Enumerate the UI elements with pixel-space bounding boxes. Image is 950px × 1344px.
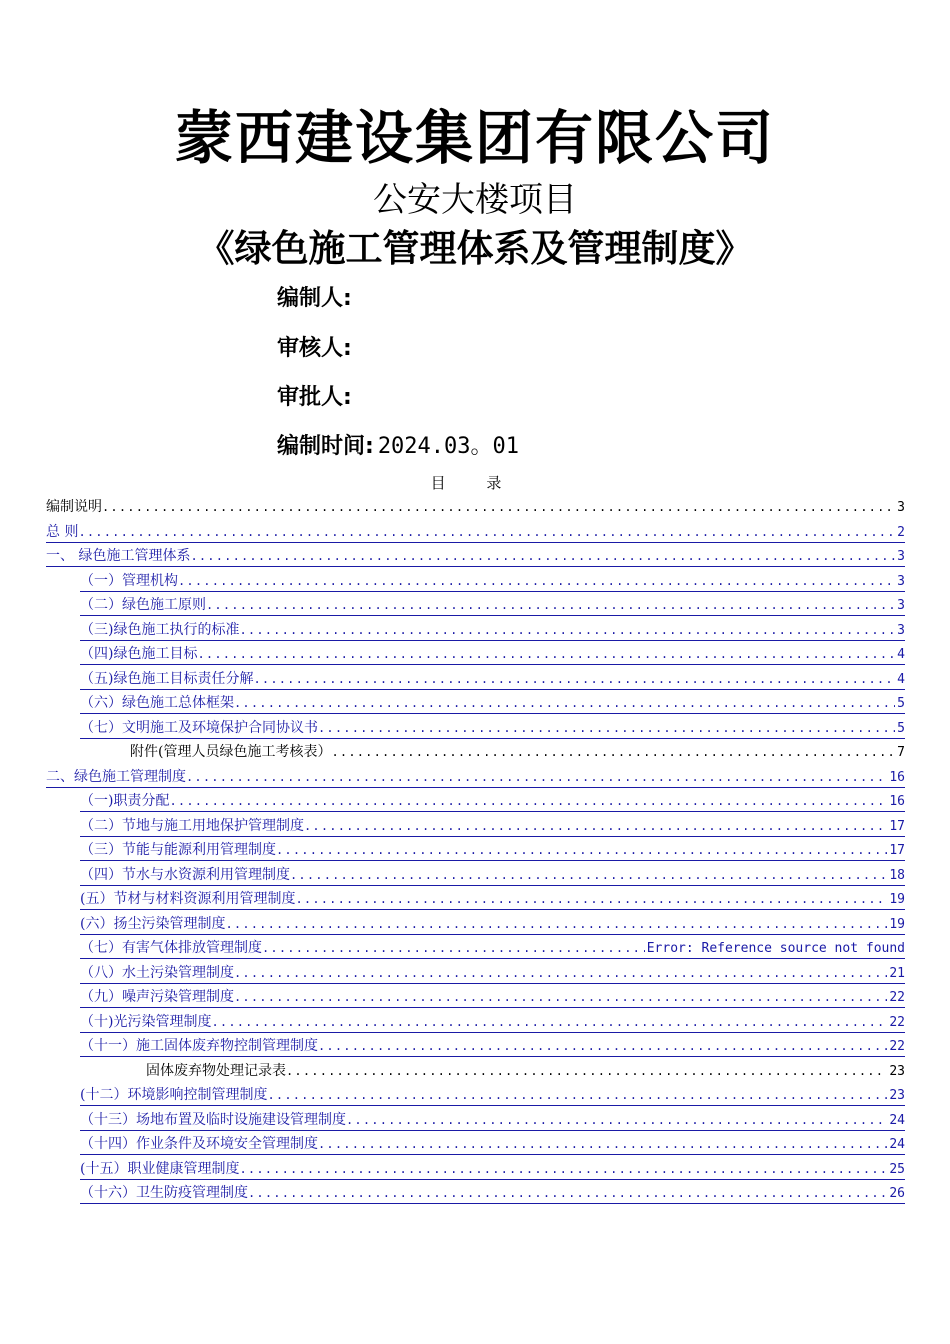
toc-entry-label: （三）节能与能源利用管理制度 <box>80 842 276 858</box>
project-title: 公安大楼项目 <box>373 180 577 220</box>
toc-entry-label: 一、 绿色施工管理体系 <box>46 548 191 564</box>
toc-entry-label: 编制说明 <box>46 499 102 515</box>
toc-entry[interactable] <box>80 693 905 714</box>
toc-entry-label: （十四）作业条件及环境安全管理制度 <box>80 1136 318 1152</box>
toc-entry-label: （八）水土污染管理制度 <box>80 965 234 981</box>
toc-entry-page: 24 <box>889 1113 905 1128</box>
toc-entry-label: （三)绿色施工执行的标准 <box>80 622 240 638</box>
toc-entry[interactable] <box>80 987 905 1008</box>
toc-entry[interactable] <box>80 1110 905 1131</box>
toc-entry-label: （一)职责分配 <box>80 793 170 809</box>
toc-entry[interactable] <box>46 546 905 567</box>
toc-entry-page: 3 <box>897 598 905 613</box>
toc-entry-label: （四）节水与水资源利用管理制度 <box>80 867 290 883</box>
toc-entry-page: 18 <box>889 868 905 883</box>
toc-entry-label: （六）绿色施工总体框架 <box>80 695 234 711</box>
toc-entry-page: 3 <box>897 623 905 638</box>
toc-entry-page: 5 <box>897 721 905 736</box>
document-title: 《绿色施工管理体系及管理制度》 <box>197 227 753 270</box>
toc-entry[interactable] <box>80 1036 905 1057</box>
toc-entry-page: 3 <box>897 500 905 515</box>
compiler-label: 编制人: <box>277 286 352 311</box>
toc-entry-page: 3 <box>897 549 905 564</box>
toc-entry[interactable] <box>80 889 905 910</box>
date-value: 2024.03。01 <box>377 434 520 459</box>
toc-entry-label: （九）噪声污染管理制度 <box>80 989 234 1005</box>
toc-entry-page: 23 <box>889 1088 905 1103</box>
toc-entry-page: 16 <box>889 794 905 809</box>
toc-entry-page: 4 <box>897 672 905 687</box>
toc-entry-page: 5 <box>897 696 905 711</box>
toc-entry[interactable] <box>80 644 905 665</box>
toc-entry[interactable] <box>80 1085 905 1106</box>
toc-entry[interactable] <box>80 1159 905 1180</box>
toc-entry-label: （十三）场地布置及临时设施建设管理制度 <box>80 1112 346 1128</box>
toc-entry-label: （二）绿色施工原则 <box>80 597 206 613</box>
toc-entry-label: 附件(管理人员绿色施工考核表） <box>130 744 332 760</box>
approver-line <box>277 384 352 412</box>
toc-entry[interactable] <box>80 718 905 739</box>
toc-entry[interactable] <box>80 938 905 959</box>
toc-entry-label: （七）有害气体排放管理制度 <box>80 940 262 956</box>
toc-entry-page: 17 <box>889 819 905 834</box>
toc-entry-page: 22 <box>889 1015 905 1030</box>
toc-entry-label: （十)光污染管理制度 <box>80 1014 212 1030</box>
toc-entry-label: （五)绿色施工目标责任分解 <box>80 671 254 687</box>
toc-entry-page: 7 <box>897 745 905 760</box>
toc-entry[interactable] <box>130 742 905 762</box>
toc-entry-label: 总 则 <box>46 524 79 540</box>
toc-entry[interactable] <box>46 522 905 543</box>
toc-entry-page: 16 <box>889 770 905 785</box>
compiler-line <box>277 285 352 313</box>
toc-entry-label: （十一）施工固体废弃物控制管理制度 <box>80 1038 318 1054</box>
toc-entry[interactable] <box>80 1183 905 1204</box>
toc-entry-page: 19 <box>889 892 905 907</box>
toc-entry-label: （七）文明施工及环境保护合同协议书 <box>80 720 318 736</box>
reviewer-line <box>277 335 352 363</box>
toc-entry-page: 22 <box>889 990 905 1005</box>
toc-entry-page: 19 <box>889 917 905 932</box>
reviewer-label: 审核人: <box>277 336 352 361</box>
toc-heading: 目 录 <box>430 474 520 492</box>
toc-entry-page: 26 <box>889 1186 905 1201</box>
toc-entry[interactable] <box>46 767 905 788</box>
toc-entry[interactable] <box>80 1012 905 1033</box>
toc-entry[interactable] <box>80 963 905 984</box>
toc-entry-page: Error: Reference source not found <box>646 941 905 956</box>
toc-entry-label: (十五）职业健康管理制度 <box>80 1161 240 1177</box>
toc-entry-label: （二）节地与施工用地保护管理制度 <box>80 818 304 834</box>
toc-entry[interactable] <box>146 1061 905 1081</box>
toc-entry-label: 固体废弃物处理记录表 <box>146 1063 286 1079</box>
toc-entry-page: 24 <box>889 1137 905 1152</box>
toc-entry-page: 21 <box>889 966 905 981</box>
date-label: 编制时间: <box>277 434 374 459</box>
toc-entry[interactable] <box>80 791 905 812</box>
toc-entry[interactable] <box>80 840 905 861</box>
toc-entry[interactable] <box>80 571 905 592</box>
toc-entry[interactable] <box>80 669 905 690</box>
toc-entry-page: 2 <box>897 525 905 540</box>
toc-entry-label: (六）扬尘污染管理制度 <box>80 916 226 932</box>
toc-entry[interactable] <box>80 816 905 837</box>
toc-entry-label: （十六）卫生防疫管理制度 <box>80 1185 248 1201</box>
toc-entry-page: 22 <box>889 1039 905 1054</box>
toc-entry-label: 二、绿色施工管理制度 <box>46 769 186 785</box>
toc-entry-page: 25 <box>889 1162 905 1177</box>
toc-entry[interactable] <box>80 595 905 616</box>
toc-entry-page: 4 <box>897 647 905 662</box>
toc-entry[interactable] <box>80 865 905 886</box>
toc-entry-label: (十二）环境影响控制管理制度 <box>80 1087 268 1103</box>
toc-entry[interactable] <box>46 497 905 517</box>
company-title: 蒙西建设集团有限公司 <box>174 104 775 172</box>
toc-entry-label: （一）管理机构 <box>80 573 178 589</box>
toc-entry[interactable] <box>80 914 905 935</box>
toc-entry-page: 17 <box>889 843 905 858</box>
toc-entry-label: （四)绿色施工目标 <box>80 646 198 662</box>
date-line <box>277 433 519 461</box>
approver-label: 审批人: <box>277 385 352 410</box>
toc-entry[interactable] <box>80 620 905 641</box>
toc-entry[interactable] <box>80 1134 905 1155</box>
toc-entry-label: (五）节材与材料资源利用管理制度 <box>80 891 296 907</box>
toc-entry-page: 3 <box>897 574 905 589</box>
toc-entry-page: 23 <box>889 1064 905 1079</box>
